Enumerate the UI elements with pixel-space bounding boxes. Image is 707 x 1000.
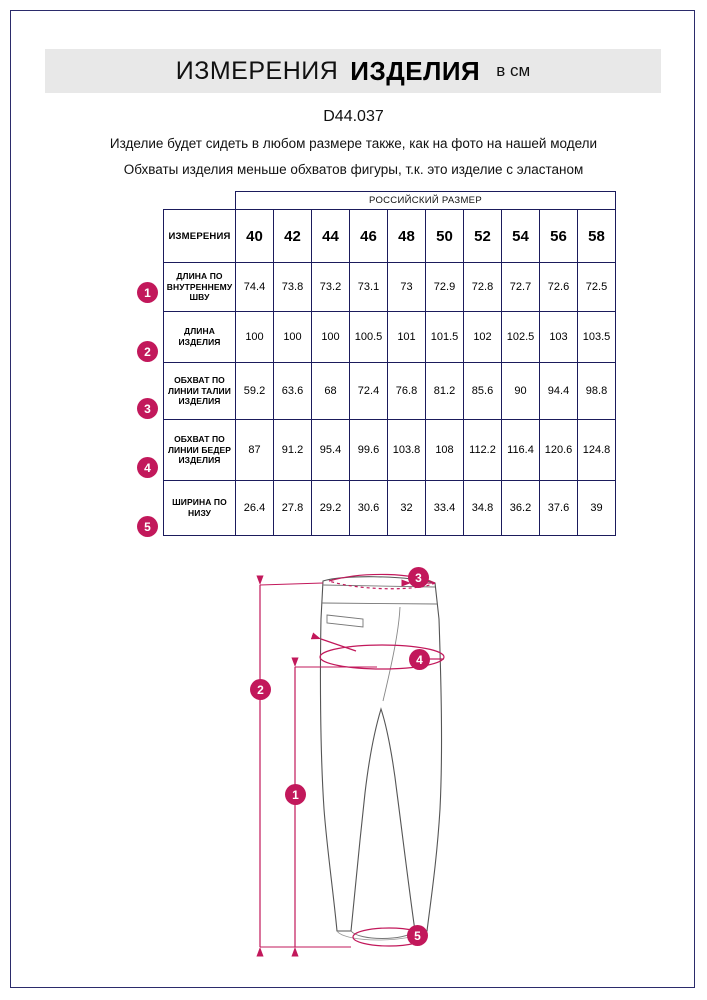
cell-r2-c5: 101 (388, 312, 426, 363)
table-row (164, 420, 616, 481)
cell-r1-c2: 73.8 (274, 263, 312, 312)
cell-r5-c10: 39 (578, 481, 616, 536)
cell-r4-c3: 95.4 (312, 420, 350, 481)
header-size-48: 48 (388, 210, 426, 263)
cell-r3-c9: 94.4 (540, 363, 578, 420)
trousers-outline (320, 577, 441, 940)
cell-r3-c2: 63.6 (274, 363, 312, 420)
cell-r2-c9: 103 (540, 312, 578, 363)
title-part-units: в см (496, 61, 531, 80)
note-line-1: Изделие будет сидеть в любом размере также, как на фото на нашей модели (109, 136, 598, 151)
cell-r2-c8: 102.5 (502, 312, 540, 363)
cell-r1-c1: 74.4 (236, 263, 274, 312)
measurements-table (163, 191, 616, 536)
note-line-2: Обхваты изделия меньше обхватов фигуры, т.к. это изделие с эластаном (123, 162, 584, 177)
header-size-46: 46 (350, 210, 388, 263)
title-part-product: ИЗДЕЛИЯ (350, 55, 481, 86)
trousers-technical-drawing-svg (11, 559, 695, 979)
figure-marker-1: 1 (285, 784, 306, 805)
row-marker-5: 5 (137, 516, 158, 537)
cell-r4-c7: 112.2 (464, 420, 502, 481)
cell-r1-c7: 72.8 (464, 263, 502, 312)
cell-r2-c7: 102 (464, 312, 502, 363)
page-title (45, 49, 661, 93)
cell-r3-c10: 98.8 (578, 363, 616, 420)
cell-r2-c10: 103.5 (578, 312, 616, 363)
header-size-52: 52 (464, 210, 502, 263)
row-marker-4: 4 (137, 457, 158, 478)
cell-r4-c9: 120.6 (540, 420, 578, 481)
cell-r1-c10: 72.5 (578, 263, 616, 312)
cell-r3-c8: 90 (502, 363, 540, 420)
row-label-2: ДЛИНА ИЗДЕЛИЯ (164, 312, 236, 363)
table-row (164, 481, 616, 536)
cell-r3-c4: 72.4 (350, 363, 388, 420)
row-marker-1: 1 (137, 282, 158, 303)
cell-r4-c4: 99.6 (350, 420, 388, 481)
row-label-3: ОБХВАТ ПО ЛИНИИ ТАЛИИ ИЗДЕЛИЯ (164, 363, 236, 420)
header-size-58: 58 (578, 210, 616, 263)
figure-marker-5: 5 (407, 925, 428, 946)
cell-r4-c10: 124.8 (578, 420, 616, 481)
cell-r5-c5: 32 (388, 481, 426, 536)
cell-r4-c5: 103.8 (388, 420, 426, 481)
row-marker-3: 3 (137, 398, 158, 419)
title-part-measurements: ИЗМЕРЕНИЯ (175, 56, 339, 85)
cell-r1-c8: 72.7 (502, 263, 540, 312)
cell-r3-c7: 85.6 (464, 363, 502, 420)
cell-r3-c1: 59.2 (236, 363, 274, 420)
cell-r1-c4: 73.1 (350, 263, 388, 312)
cell-r5-c6: 33.4 (426, 481, 464, 536)
row-marker-2: 2 (137, 341, 158, 362)
cell-r2-c2: 100 (274, 312, 312, 363)
table-header-row (164, 210, 616, 263)
product-code: D44.037 (323, 108, 384, 125)
cell-r2-c1: 100 (236, 312, 274, 363)
cell-r4-c2: 91.2 (274, 420, 312, 481)
cell-r1-c5: 73 (388, 263, 426, 312)
cell-r1-c3: 73.2 (312, 263, 350, 312)
cell-r5-c9: 37.6 (540, 481, 578, 536)
row-label-1: ДЛИНА ПО ВНУТРЕННЕМУ ШВУ (164, 263, 236, 312)
table-row (164, 363, 616, 420)
header-size-54: 54 (502, 210, 540, 263)
cell-r5-c8: 36.2 (502, 481, 540, 536)
document-page (10, 10, 695, 988)
header-size-44: 44 (312, 210, 350, 263)
trousers-diagram (11, 559, 695, 979)
cell-r5-c1: 26.4 (236, 481, 274, 536)
figure-marker-4: 4 (409, 649, 430, 670)
cell-r2-c3: 100 (312, 312, 350, 363)
cell-r4-c1: 87 (236, 420, 274, 481)
table-row (164, 312, 616, 363)
cell-r5-c4: 30.6 (350, 481, 388, 536)
figure-marker-2: 2 (250, 679, 271, 700)
cell-r4-c8: 116.4 (502, 420, 540, 481)
header-size-42: 42 (274, 210, 312, 263)
cell-r5-c3: 29.2 (312, 481, 350, 536)
cell-r2-c4: 100.5 (350, 312, 388, 363)
cell-r2-c6: 101.5 (426, 312, 464, 363)
header-size-50: 50 (426, 210, 464, 263)
cell-r3-c3: 68 (312, 363, 350, 420)
cell-r4-c6: 108 (426, 420, 464, 481)
table-group-header-row (164, 192, 616, 210)
cell-r3-c5: 76.8 (388, 363, 426, 420)
cell-r1-c6: 72.9 (426, 263, 464, 312)
figure-marker-3: 3 (408, 567, 429, 588)
cell-r1-c9: 72.6 (540, 263, 578, 312)
row-label-5: ШИРИНА ПО НИЗУ (164, 481, 236, 536)
row-label-4: ОБХВАТ ПО ЛИНИИ БЕДЕР ИЗДЕЛИЯ (164, 420, 236, 481)
header-measurements: ИЗМЕРЕНИЯ (164, 210, 236, 263)
cell-r3-c6: 81.2 (426, 363, 464, 420)
cell-r5-c7: 34.8 (464, 481, 502, 536)
header-size-40: 40 (236, 210, 274, 263)
group-header-russian-size: РОССИЙСКИЙ РАЗМЕР (236, 192, 616, 210)
table-row (164, 263, 616, 312)
cell-r5-c2: 27.8 (274, 481, 312, 536)
header-size-56: 56 (540, 210, 578, 263)
